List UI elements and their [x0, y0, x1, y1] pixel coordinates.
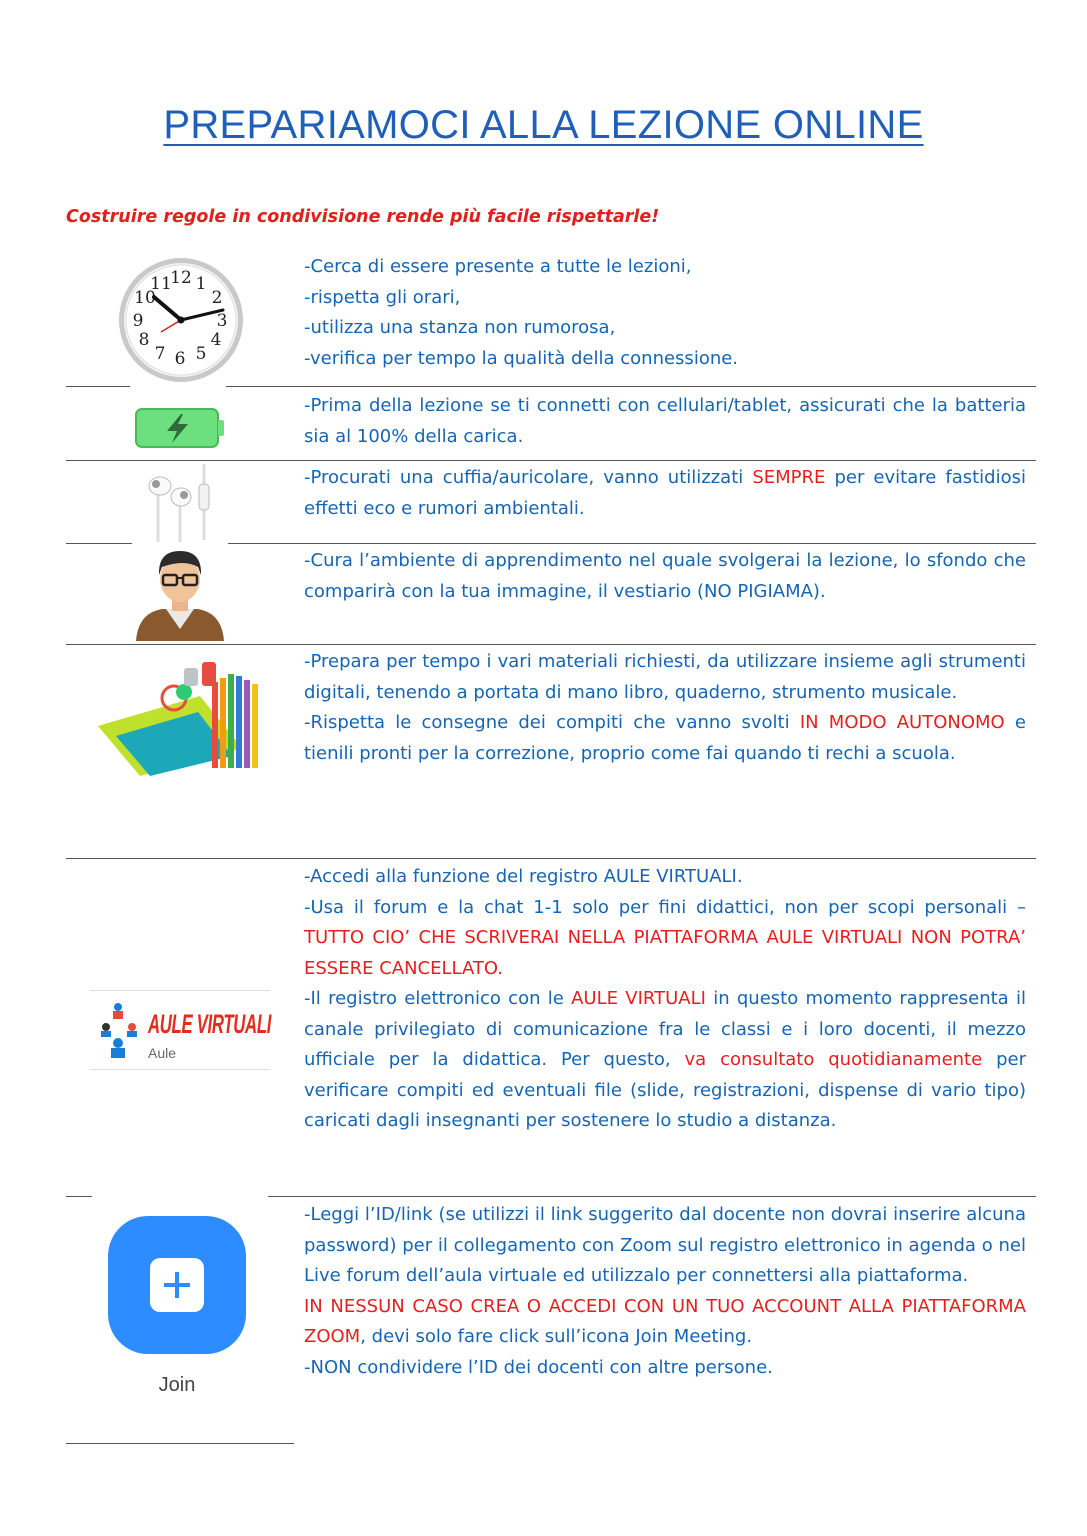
svg-text:7: 7	[154, 344, 166, 364]
zoom-join-icon	[108, 1216, 246, 1354]
divider	[226, 386, 1036, 387]
section-supplies-text: -Prepara per tempo i vari materiali richiesti, da utilizzare insieme agli strumenti digitali, tenendo a portata di mano libro, quaderno, strumento musicale. -Rispetta le consegne dei compiti che vanno svolti IN MODO AUTONOMO e tienili pronti per la correzione, proprio come fai quando ti rechi a scuola.	[304, 651, 1026, 764]
divider	[228, 543, 1036, 544]
aule-virtuali-logo	[90, 990, 270, 1070]
highlight: TUTTO CIO’ CHE SCRIVERAI NELLA PIATTAFORMA AULE VIRTUALI NON POTRA’ ESSERE CANCELLATO.	[304, 927, 1026, 979]
svg-text:12: 12	[170, 268, 192, 288]
section-earphones-text: -Procurati una cuffia/auricolare, vanno utilizzati SEMPRE per evitare fastidiosi effetti eco e rumori ambientali.	[304, 467, 1026, 519]
school-supplies-icon	[92, 656, 268, 778]
svg-text:10: 10	[134, 288, 156, 308]
logo-subtitle: Aule	[148, 1045, 177, 1061]
highlight: SEMPRE	[752, 467, 826, 488]
section-aule-text: -Accedi alla funzione del registro AULE VIRTUALI. -Usa il forum e la chat 1-1 solo per fini didattici, non per scopi personali – TUTTO CIO’ CHE SCRIVERAI NELLA PIATTAFORMA AULE VIRTUALI NON POTRA’ ESSERE CANCELLATO. -Il registro elettronico con le AULE VIRTUALI in questo momento rappresenta il canale privilegiato di comunicazione fra le classi e i loro docenti, il mezzo ufficiale per la didattica. Per questo, va consultato quotidianamente per verificare compiti ed eventuali file (slide, registrazioni, dispense di vario tipo) caricati dagli insegnanti per sostenere lo studio a distanza.	[304, 866, 1026, 1131]
section-battery-text: -Prima della lezione se ti connetti con cellulari/tablet, assicurati che la batteria sia al 100% della carica.	[304, 395, 1026, 447]
battery-charging-icon	[134, 406, 226, 450]
clock-line: -utilizza una stanza non rumorosa,	[304, 317, 616, 338]
svg-text:1: 1	[195, 274, 207, 294]
divider	[66, 386, 130, 387]
highlight: IN NESSUN CASO CREA O ACCEDI CON UN TUO ACCOUNT ALLA PIATTAFORMA ZOOM	[304, 1295, 1026, 1347]
divider	[66, 460, 1036, 461]
divider	[66, 1443, 294, 1444]
divider	[66, 644, 1036, 645]
classroom-people-icon	[98, 1001, 142, 1063]
page-title: PREPARIAMOCI ALLA LEZIONE ONLINE	[163, 103, 924, 147]
clock-line: -Cerca di essere presente a tutte le lezioni,	[304, 256, 692, 277]
svg-text:11: 11	[150, 274, 172, 294]
logo-title: AULE VIRTUALI	[148, 1009, 272, 1039]
join-label: Join	[158, 1374, 196, 1396]
divider	[66, 543, 132, 544]
svg-text:5: 5	[195, 344, 207, 364]
divider	[66, 858, 1036, 859]
clock-line: -rispetta gli orari,	[304, 286, 461, 308]
student-avatar-icon	[132, 545, 228, 641]
svg-text:3: 3	[216, 311, 228, 331]
earphones-icon	[144, 462, 220, 542]
divider	[268, 1196, 1036, 1197]
highlight: IN MODO AUTONOMO	[799, 712, 1005, 733]
clock-line: -verifica per tempo la qualità della connessione.	[304, 347, 739, 369]
svg-text:2: 2	[211, 288, 223, 308]
svg-text:9: 9	[132, 311, 144, 331]
svg-text:6: 6	[174, 349, 186, 369]
page-subtitle: Costruire regole in condivisione rende più facile rispettarle!	[66, 207, 660, 227]
highlight: va consultato quotidianamente	[684, 1049, 983, 1070]
svg-text:4: 4	[210, 330, 222, 350]
svg-text:8: 8	[138, 330, 150, 350]
plus-icon	[150, 1258, 204, 1312]
section-clock-text	[304, 252, 1026, 374]
section-avatar-text: -Cura l’ambiente di apprendimento nel quale svolgerai la lezione, lo sfondo che comparirà con la tua immagine, il vestiario (NO PIGIAMA).	[304, 550, 1026, 602]
wall-clock-icon	[117, 256, 245, 384]
divider	[66, 1196, 92, 1197]
section-zoom-text: -Leggi l’ID/link (se utilizzi il link suggerito dal docente non dovrai inserire alcuna password) per il collegamento con Zoom sul registro elettronico in agenda o nel Live forum dell’aula virtuale ed utilizzalo per connettersi alla piattaforma. IN NESSUN CASO CREA O ACCEDI CON UN TUO ACCOUNT ALLA PIATTAFORMA ZOOM, devi solo fare click sull’icona Join Meeting. -NON condividere l’ID dei docenti con altre persone.	[304, 1204, 1026, 1378]
highlight: AULE VIRTUALI	[571, 988, 706, 1009]
